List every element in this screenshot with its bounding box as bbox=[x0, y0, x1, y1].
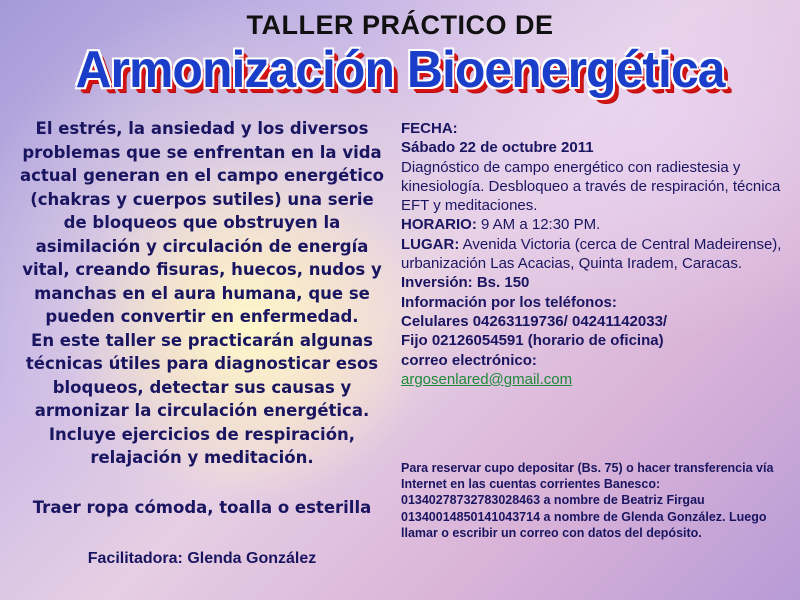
lugar-value: Avenida Victoria (cerca de Central Madeirense), urbanización Las Acacias, Quinta Iradem, Caracas. bbox=[401, 235, 782, 273]
right-column bbox=[401, 119, 796, 389]
lugar-label: LUGAR: bbox=[401, 235, 460, 253]
description: Diagnóstico de campo energético con radiestesia y kinesiología. Desbloqueo a través de respiración, técnica EFT y meditaciones. bbox=[401, 158, 781, 215]
fijo: Fijo 02126054591 (horario de oficina) bbox=[401, 332, 664, 350]
horario-value: 9 AM a 12:30 PM. bbox=[481, 216, 601, 234]
horario-label: HORARIO: bbox=[401, 216, 477, 234]
reservation-info bbox=[401, 460, 796, 541]
reserve-line-2: 01340278732783028463 a nombre de Beatriz Firgau bbox=[401, 493, 705, 508]
correo-label: correo electrónico: bbox=[401, 351, 537, 369]
main-title: Armonización Bioenergética bbox=[75, 41, 725, 99]
left-column bbox=[18, 117, 386, 519]
fecha-label: FECHA: bbox=[401, 120, 458, 137]
facilitator: Facilitadora: Glenda González bbox=[87, 550, 317, 567]
intro-paragraph: El estrés, la ansiedad y los diversos problemas que se enfrentan en la vida actual generan en el campo energético (chakras y cuerpos sutiles) una serie de bloqueos que obstruyen la asimilación y circulación de energía vital, creando fisuras, huecos, nudos y manchas en el aura humana, que se pueden convertir en enfermedad. bbox=[20, 119, 384, 326]
pretitle: TALLER PRÁCTICO DE bbox=[246, 10, 554, 40]
reserve-line-3: 01340014850141043714 a nombre de Glenda González. Luego llamar o escribir un correo con datos del depósito. bbox=[401, 509, 767, 540]
horario-row bbox=[401, 215, 796, 234]
celulares: Celulares 04263119736/ 04241142033/ bbox=[401, 312, 668, 330]
workshop-paragraph: En este taller se practicarán algunas técnicas útiles para diagnosticar esos bloqueos, detectar sus causas y armonizar la circulación energética. Incluye ejercicios de respiración, relajación y meditación. bbox=[25, 330, 379, 467]
info-label: Información por los teléfonos: bbox=[401, 293, 617, 311]
inversion: Inversión: Bs. 150 bbox=[401, 274, 530, 292]
bring-items-paragraph: Traer ropa cómoda, toalla o esterilla bbox=[32, 497, 372, 517]
email-link[interactable]: argosenlared@gmail.com bbox=[401, 370, 573, 388]
lugar-row bbox=[401, 235, 796, 274]
reserve-line-1: Para reservar cupo depositar (Bs. 75) o hacer transferencia vía Internet en las cuentas corrientes Banesco: bbox=[401, 461, 774, 492]
fecha-value: Sábado 22 de octubre 2011 bbox=[401, 139, 594, 157]
